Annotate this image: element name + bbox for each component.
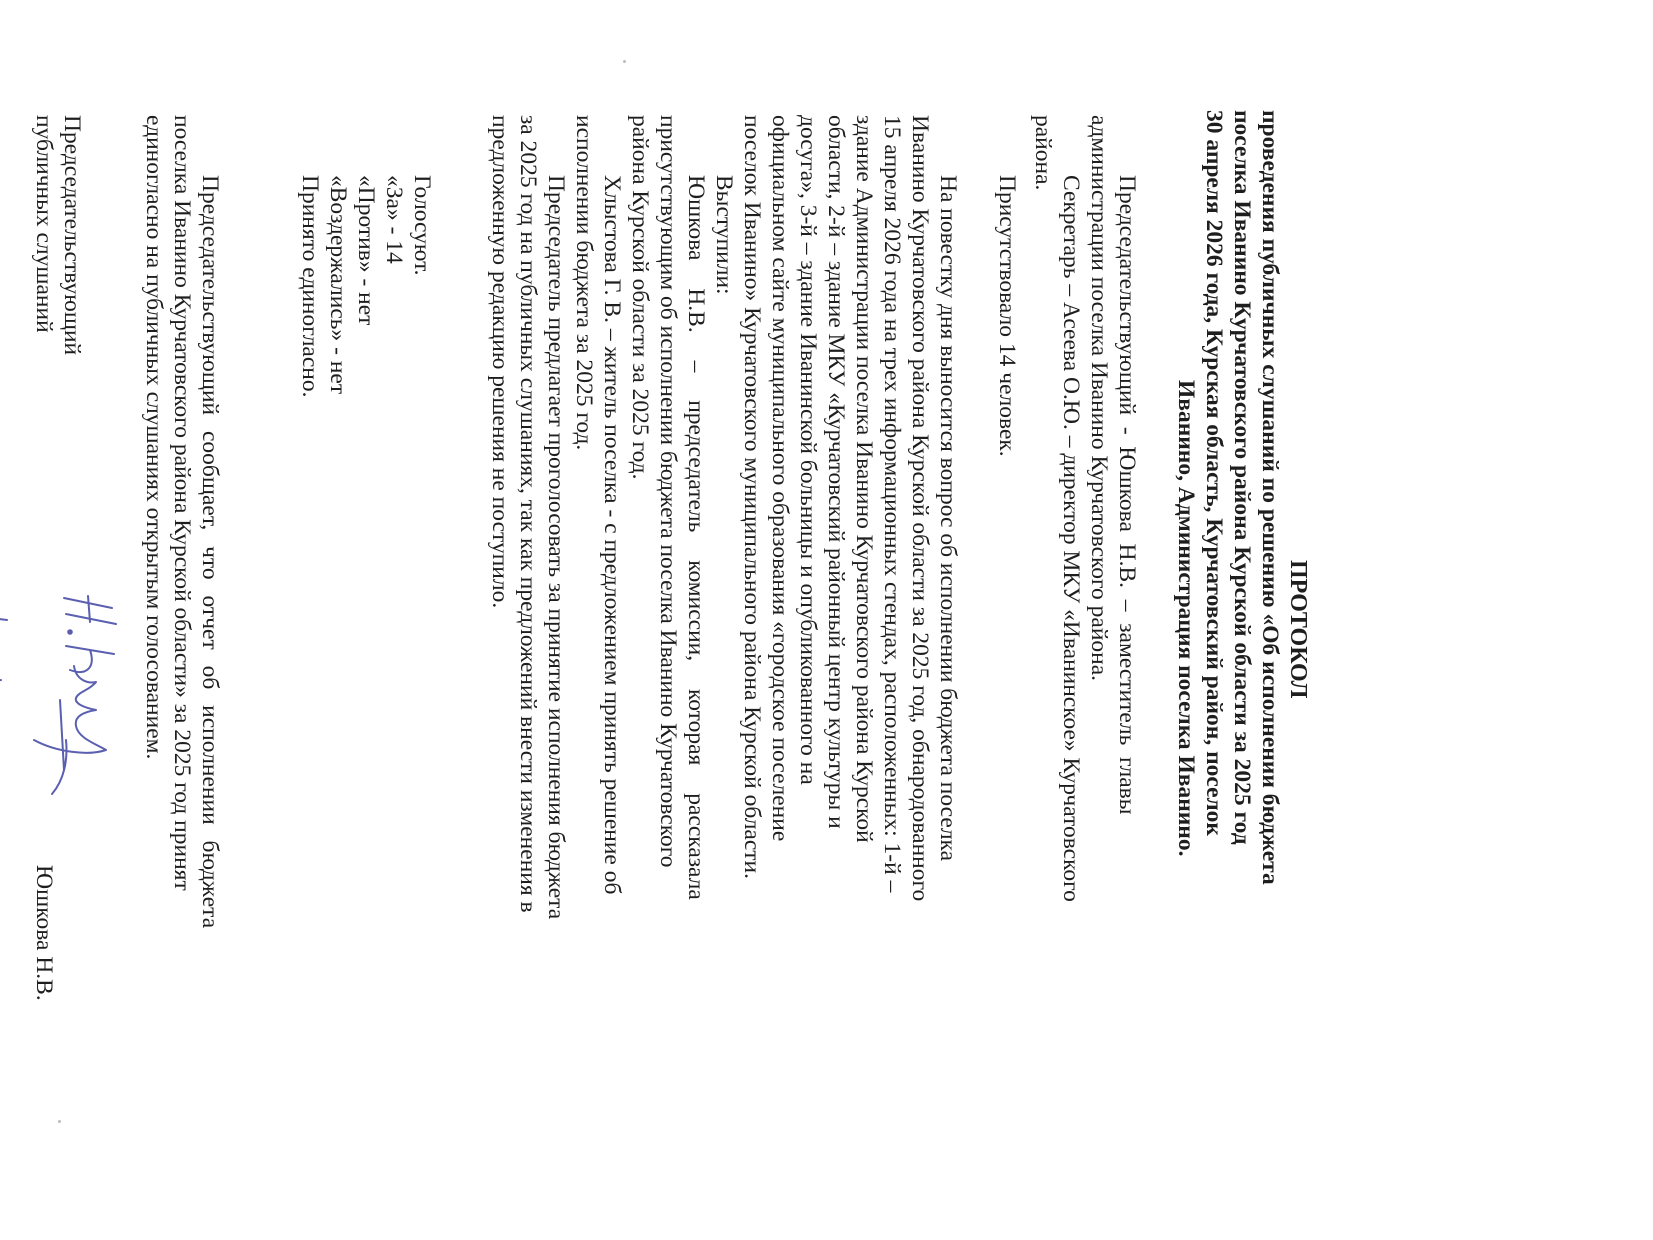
conclusion-line: Председательствующий сообщает, что отчет об исполнении бюджета bbox=[197, 175, 223, 929]
scan-speck bbox=[623, 60, 626, 63]
proposal-line: Председатель предлагает проголосовать за принятие исполнения бюджета bbox=[543, 175, 569, 920]
doc-subtitle-line: проведения публичных слушаний по решению «Об исполнении бюджета bbox=[1257, 110, 1283, 885]
chair-signature-name: Юшкова Н.В. bbox=[31, 865, 57, 1001]
speaker-line: района Курской области за 2025 год. bbox=[627, 115, 653, 480]
agenda-line: области, 2-й – здание МКУ «Курчатовский районный центр культуры и bbox=[823, 115, 849, 829]
agenda-line: поселок Иванино» Курчатовского муниципального района Курской области. bbox=[739, 115, 765, 880]
chair-line: администрации поселка Иванино Курчатовского района. bbox=[1086, 115, 1112, 682]
speaker-line: Хлыстова Г. В. – житель поселка - с предложением принять решение об bbox=[599, 175, 625, 895]
conclusion-line: поселка Иванино Курчатовского района Курской области» за 2025 год принят bbox=[169, 115, 195, 891]
vote-result: Принято единогласно. bbox=[297, 175, 323, 398]
vote-against: «Против» - нет bbox=[353, 175, 379, 326]
agenda-line: 15 апреля 2026 года на трех информационных стендах, расположенных: 1-й – bbox=[879, 115, 905, 893]
doc-subtitle-line: Иванино, Администрация поселка Иванино. bbox=[1173, 380, 1199, 857]
scan-speck bbox=[58, 1120, 61, 1123]
agenda-line: здание Администрации поселка Иванино Курчатовского района Курской bbox=[851, 115, 877, 843]
doc-subtitle-line: поселка Иванино Курчатовского района Курской области за 2025 год bbox=[1229, 110, 1255, 845]
chair-line: Председательствующий - Юшкова Н.В. – заместитель главы bbox=[1114, 175, 1140, 815]
conclusion-line: единогласно на публичных слушаниях открытым голосованием. bbox=[141, 115, 167, 760]
attendance-line: Присутствовало 14 человек. bbox=[994, 175, 1020, 457]
proposal-line: за 2025 год на публичных слушаниях, так как предложений внести изменения в bbox=[515, 115, 541, 913]
agenda-line: досуга», 3-й – здание Иванинской больницы и опубликованного на bbox=[795, 115, 821, 785]
secretary-line: района. bbox=[1030, 115, 1056, 191]
speaker-line: присутствующим об исполнении бюджета поселка Иванино Курчатовского bbox=[655, 115, 681, 868]
chair-signature-label: публичных слушаний bbox=[31, 115, 57, 333]
vote-for: «За» - 14 bbox=[381, 175, 407, 264]
doc-subtitle-line: 30 апреля 2026 года, Курская область, Курчатовский район, поселок bbox=[1201, 110, 1227, 836]
agenda-line: Иванино Курчатовского района Курской области за 2025 год, обнародованного bbox=[907, 115, 933, 902]
speakers-heading: Выступили: bbox=[711, 175, 737, 295]
agenda-line: На повестку дня выносится вопрос об исполнении бюджета поселка bbox=[935, 175, 961, 862]
chair-signature-scribble bbox=[16, 580, 126, 810]
secretary-signature-scribble bbox=[0, 580, 21, 760]
speaker-line: исполнении бюджета за 2025 год. bbox=[571, 115, 597, 451]
chair-signature-label: Председательствующий bbox=[59, 115, 85, 356]
vote-heading: Голосуют. bbox=[409, 175, 435, 276]
proposal-line: предложенную редакцию решения не поступило. bbox=[487, 115, 513, 609]
agenda-line: официальном сайте муниципального образования «городское поселение bbox=[767, 115, 793, 842]
speaker-line: Юшкова Н.В. – председатель комиссии, которая рассказала bbox=[683, 175, 709, 900]
vote-abstain: «Воздержались» - нет bbox=[325, 175, 351, 395]
document-page bbox=[0, 20, 1426, 1220]
secretary-line: Секретарь – Асеева О.Ю. – директор МКУ «Иванинское» Курчатовского bbox=[1058, 175, 1084, 902]
doc-title: ПРОТОКОЛ bbox=[1285, 560, 1311, 699]
